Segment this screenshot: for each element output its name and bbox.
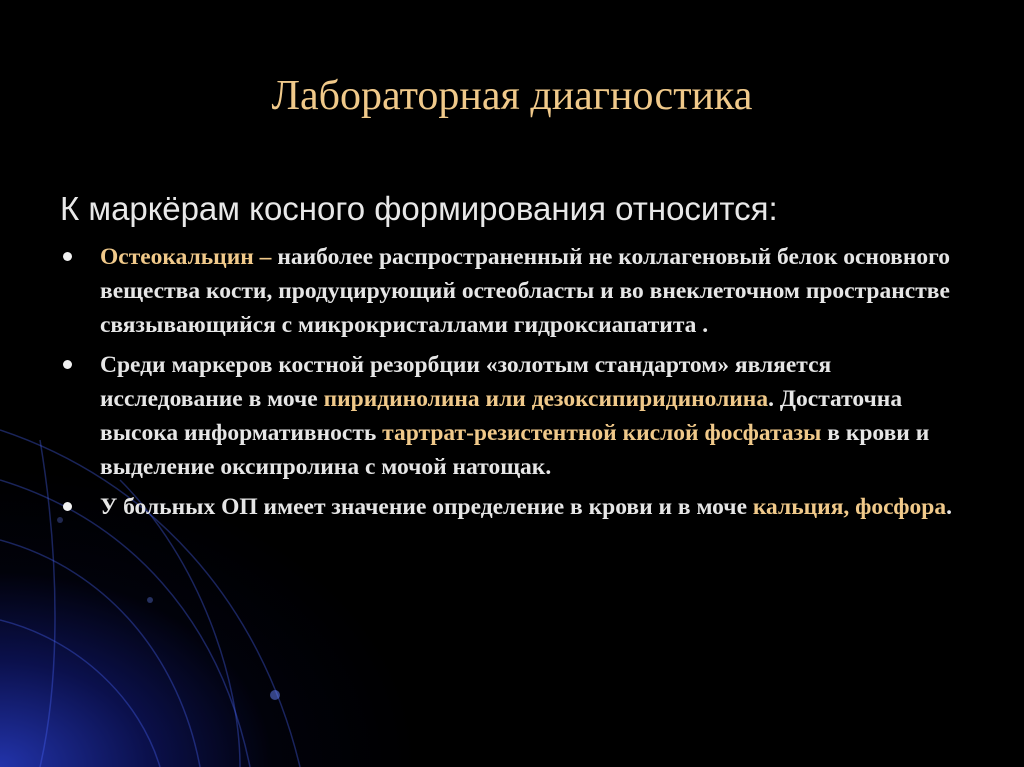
bullet-icon [63,502,72,511]
intro-text: К маркёрам косного формирования относится: [60,190,778,227]
item-text: наиболее распространенный не коллагеновый белок основного вещества кости, продуцирующий остеобласты и во внеклеточном пространстве связывающийся с микрокристаллами гидроксиапатита . [100,244,950,338]
arc-line [40,440,55,767]
item-text: У больных ОП имеет значение определение в крови и в моче [100,494,753,520]
item-text: . [946,494,953,520]
highlight-term: пиридинолина или дезоксипиридинолина [323,386,769,412]
item-text: . Достаточна высока информативность [100,386,903,446]
glow-dot [270,690,280,700]
item-text: в крови и выделение оксипролина с мочой натощак. [100,420,930,480]
arc-line [0,620,160,767]
highlight-term: Остеокальцин – [100,244,272,270]
list-item [60,490,970,524]
bullet-icon [63,360,72,369]
list-item [60,348,970,484]
glow-dot [147,597,153,603]
bullet-icon [63,252,72,261]
slide-title: Лабораторная диагностика [271,73,753,119]
bullet-list [60,240,970,530]
highlight-term: кальция, фосфора [752,494,947,520]
highlight-term: тартрат-резистентной кислой фосфатазы [382,420,822,446]
list-item [60,240,970,342]
item-text: Среди маркеров костной резорбции «золотым стандартом» является исследование в моче [100,352,832,412]
arc-line [0,540,200,767]
